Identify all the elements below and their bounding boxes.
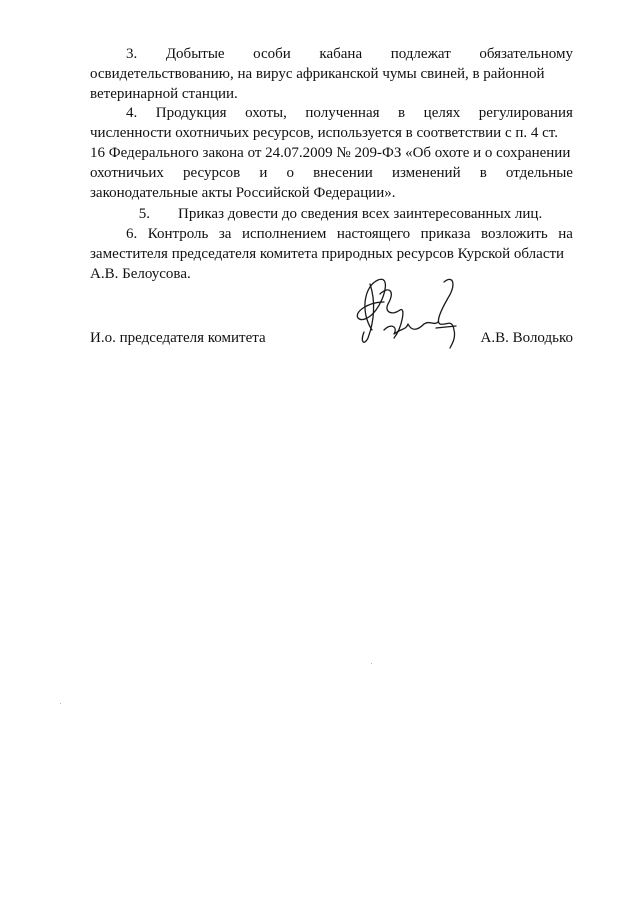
word: охотничьих — [90, 165, 164, 181]
paragraph-text: Приказ довести до сведения всех заинтересованных лиц. — [178, 206, 543, 222]
word: охоты, — [245, 105, 287, 121]
word: внесении — [313, 165, 373, 181]
word: настоящего — [336, 226, 411, 242]
paragraph-number: 5. — [138, 206, 150, 222]
word: о — [286, 165, 294, 181]
word: обязательному — [479, 46, 573, 62]
word: в — [479, 165, 487, 181]
text-line: заместителя председателя комитета природных ресурсов Курской области — [90, 246, 565, 262]
word: подлежат — [390, 46, 451, 62]
signature-block — [90, 326, 573, 350]
word: Контроль — [147, 226, 209, 242]
paragraph-4-first-line — [90, 103, 573, 123]
word: исполнением — [241, 226, 327, 242]
word: в — [398, 105, 406, 121]
text-line: освидетельствованию, на вирус африканской чумы свиней, в районной — [90, 66, 545, 82]
word: за — [218, 226, 232, 242]
word: особи — [253, 46, 291, 62]
word: регулирования — [478, 105, 573, 121]
text-line: численности охотничьих ресурсов, используется в соответствии с п. 4 ст. — [90, 125, 558, 141]
paragraph-5 — [90, 204, 573, 224]
text-line-justified — [90, 163, 573, 183]
text-line: ветеринарной станции. — [90, 86, 238, 102]
text-line: 16 Федерального закона от 24.07.2009 № 209-ФЗ «Об охоте и о сохранении — [90, 145, 571, 161]
text-line: А.В. Белоусова. — [90, 266, 191, 282]
word: Продукция — [155, 105, 227, 121]
word: на — [558, 226, 573, 242]
paragraph-3-first-line — [90, 44, 573, 64]
paragraph-number: 3. — [126, 46, 138, 62]
word: целях — [423, 105, 461, 121]
paragraph-number: 4. — [126, 105, 138, 121]
word: возложить — [480, 226, 548, 242]
paragraph-4 — [90, 103, 573, 203]
paragraph-5-first-line — [90, 204, 573, 224]
text-line: законодательные акты Российской Федерации». — [90, 185, 396, 201]
word: ресурсов — [183, 165, 241, 181]
paragraph-number: 6. — [126, 226, 138, 242]
paragraph-6 — [90, 224, 573, 284]
word: полученная — [305, 105, 380, 121]
paragraph-3 — [90, 44, 573, 104]
signatory-name: А.В. Володько — [480, 330, 573, 346]
scan-speck — [60, 703, 61, 704]
word: Добытые — [165, 46, 225, 62]
position-title: И.о. председателя комитета — [90, 330, 266, 346]
word: и — [259, 165, 268, 181]
word: приказа — [420, 226, 471, 242]
word: кабана — [319, 46, 363, 62]
word: отдельные — [505, 165, 573, 181]
paragraph-6-first-line — [90, 224, 573, 244]
scan-speck — [371, 663, 372, 664]
word: изменений — [391, 165, 461, 181]
